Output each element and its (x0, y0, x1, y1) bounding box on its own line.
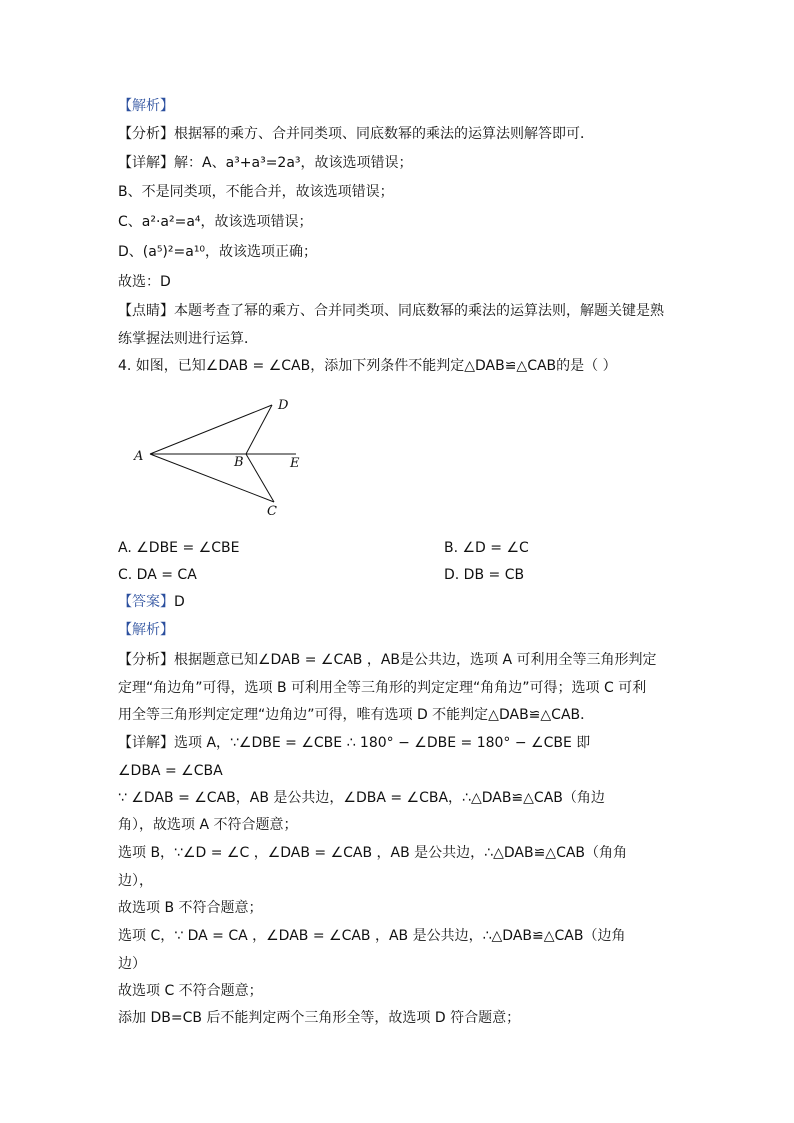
segment-ac (150, 454, 274, 502)
paragraph-text: 解：A、a³+a³=2a³，故该选项错误； (174, 155, 413, 171)
answer-line (118, 592, 694, 612)
answer-value: D (174, 594, 185, 610)
detail-line: 故选项 B 不符合题意； (118, 900, 263, 916)
choice-line: 故选：D (118, 274, 171, 290)
segment-ad (150, 405, 272, 454)
option-b-explanation: B、不是同类项，不能合并，故该选项错误； (118, 184, 394, 200)
segment-bd (246, 405, 272, 454)
paragraph-text: 选项 A，∵∠DBE = ∠CBE ∴ 180° − ∠DBE = 180° − ∠CBE 即 (174, 735, 591, 751)
detail-line: ∠DBA = ∠CBA (118, 763, 223, 779)
detail-line: 故选项 C 不符合题意； (118, 983, 263, 999)
analysis-continuation: 用全等三角形判定定理“边角边”可得，唯有选项 D 不能判定△DAB≌△CAB． (118, 707, 595, 723)
detail-paragraph (118, 153, 694, 173)
paragraph-text: 根据题意已知∠DAB = ∠CAB ，AB是公共边，选项 A 可利用全等三角形判定 (174, 652, 657, 668)
option-b: B. ∠D = ∠C (444, 540, 529, 556)
point-label-e: E (290, 456, 300, 471)
option-d: D. DB = CB (444, 567, 525, 583)
detail-line: ∵ ∠DAB = ∠CAB，AB 是公共边，∠DBA = ∠CBA，∴△DAB≌△CAB（角边 (118, 790, 605, 806)
point-label-d: D (278, 398, 289, 413)
point-label-c: C (267, 504, 277, 519)
comment-paragraph (118, 301, 694, 321)
detail-line: 添加 DB=CB 后不能判定两个三角形全等，故选项 D 符合题意； (118, 1010, 521, 1026)
paragraph-text: 本题考查了幂的乘方、合并同类项、同底数幂的乘法的运算法则，解题关键是熟 (174, 303, 664, 319)
analysis-paragraph (118, 124, 694, 144)
analysis-paragraph (118, 650, 694, 670)
detail-line: 边） (118, 956, 146, 972)
paragraph-text: 根据幂的乘方、合并同类项、同底数幂的乘法的运算法则解答即可． (174, 126, 594, 142)
question-stem: 4. 如图，已知∠DAB = ∠CAB，添加下列条件不能判定△DAB≌△CAB的是（ ） (118, 358, 617, 374)
segment-bc (246, 454, 274, 502)
option-c-explanation: C、a²·a²=a⁴，故该选项错误； (118, 214, 313, 230)
section-label: 【分析】 (118, 652, 174, 668)
point-label-b: B (234, 455, 244, 470)
answer-tag: 【答案】 (118, 594, 174, 610)
option-c: C. DA = CA (118, 567, 197, 583)
point-label-a: A (134, 449, 144, 464)
analysis-continuation: 定理“角边角”可得，选项 B 可利用全等三角形的判定定理“角角边”可得；选项 C 可利 (118, 680, 647, 696)
analysis-tag: 【解析】 (118, 98, 174, 114)
detail-line: 选项 C，∵ DA = CA ，∠DAB = ∠CAB ，AB 是公共边，∴△DAB≌△CAB（边角 (118, 928, 626, 944)
analysis-tag: 【解析】 (118, 622, 174, 638)
detail-line: 边）， (118, 873, 153, 889)
detail-paragraph (118, 733, 694, 753)
comment-continuation: 练掌握法则进行运算． (118, 331, 258, 347)
detail-line: 角），故选项 A 不符合题意； (118, 817, 298, 833)
detail-line: 选项 B，∵∠D = ∠C ，∠DAB = ∠CAB ，AB 是公共边，∴△DAB≌△CAB（角角 (118, 845, 628, 861)
geometry-figure (126, 392, 316, 522)
section-label: 【详解】 (118, 735, 174, 751)
option-a: A. ∠DBE = ∠CBE (118, 540, 240, 556)
section-label: 【详解】 (118, 155, 174, 171)
section-label: 【点睛】 (118, 303, 174, 319)
option-d-explanation: D、(a⁵)²=a¹⁰，故该选项正确； (118, 244, 318, 260)
section-label: 【分析】 (118, 126, 174, 142)
